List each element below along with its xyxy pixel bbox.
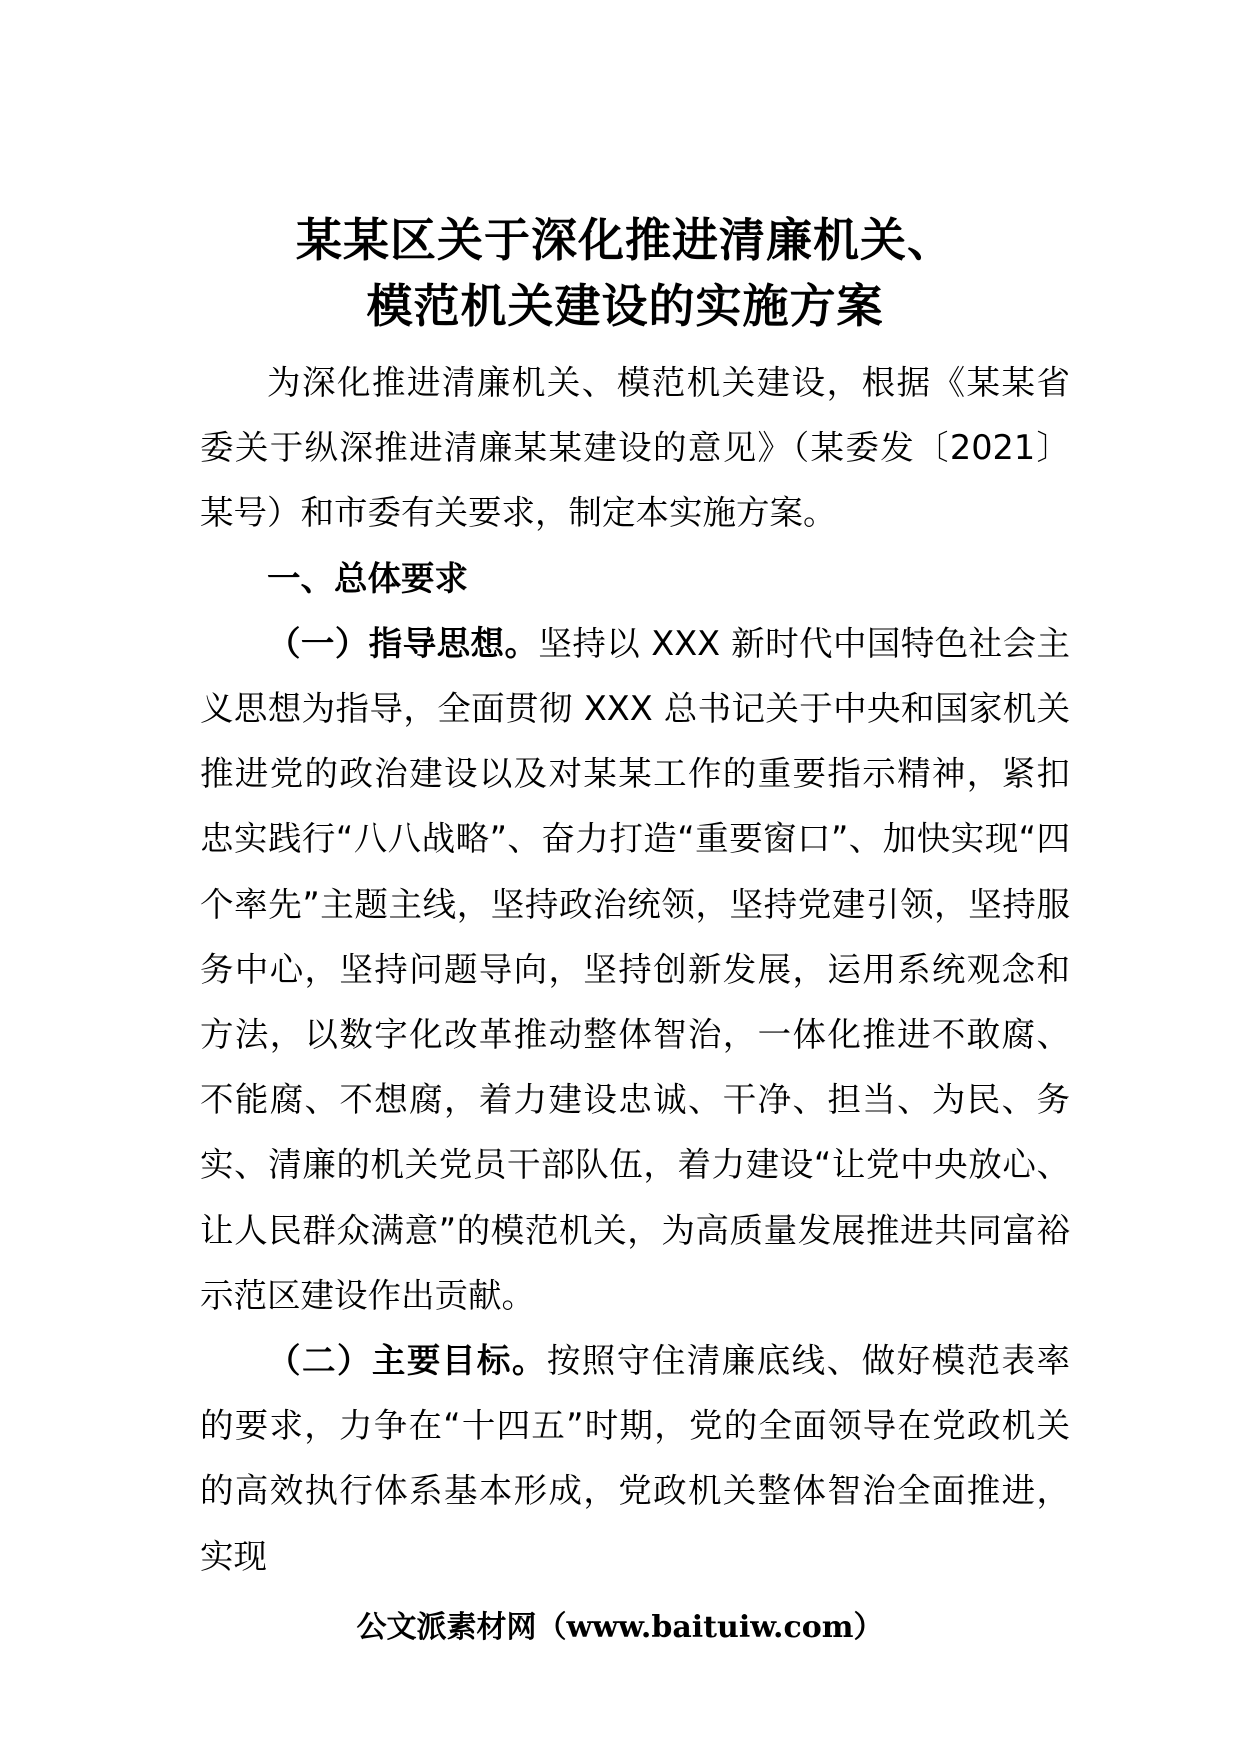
paragraph-text-guiding-ideology: 坚持以 XXX 新时代中国特色社会主义思想为指导，全面贯彻 XXX 总书记关于中央和国家机关推进党的政治建设以及对某某工作的重要指示精神，紧扣忠实践行“八八战略”、奋力打造“重要窗口”、加快实现“四个率先”主题主线，坚持政治统领，坚持党建引领，坚持服务中心，坚持问题导向，坚持创新发展，运用系统观念和方法，以数字化改革推动整体智治，一体化推进不敢腐、不能腐、不想腐，着力建设忠诚、干净、担当、为民、务实、清廉的机关党员干部队伍，着力建设“让党中央放心、让人民群众满意”的模范机关，为高质量发展推进共同富裕示范区建设作出贡献。 — [200, 623, 1070, 1315]
paragraph-guiding-ideology — [200, 611, 1070, 1328]
document-title-line-2: 模范机关建设的实施方案 — [366, 279, 884, 333]
intro-paragraph: 为深化推进清廉机关、模范机关建设，根据《某某省委关于纵深推进清廉某某建设的意见》（某委发〔2021〕某号）和市委有关要求，制定本实施方案。 — [200, 363, 1070, 533]
paragraph-text-main-goals: 按照守住清廉底线、做好模范表率的要求，力争在“十四五”时期，党的全面领导在党政机关的高效执行体系基本形成，党政机关整体智治全面推进，实现 — [200, 1341, 1071, 1576]
footer-watermark-text: 公文派素材网（www.baituiw.com） — [356, 1610, 884, 1645]
section-heading-overall-requirements: 一、总体要求 — [267, 558, 468, 598]
paragraph-lead-main-goals: （二）主要目标。 — [267, 1341, 547, 1381]
paragraph-lead-guiding-ideology: （一）指导思想。 — [267, 623, 539, 663]
document-body — [200, 350, 1070, 1589]
document-title-line-1: 某某区关于深化推进清廉机关、 — [296, 213, 954, 267]
paragraph-main-goals — [200, 1328, 1070, 1589]
